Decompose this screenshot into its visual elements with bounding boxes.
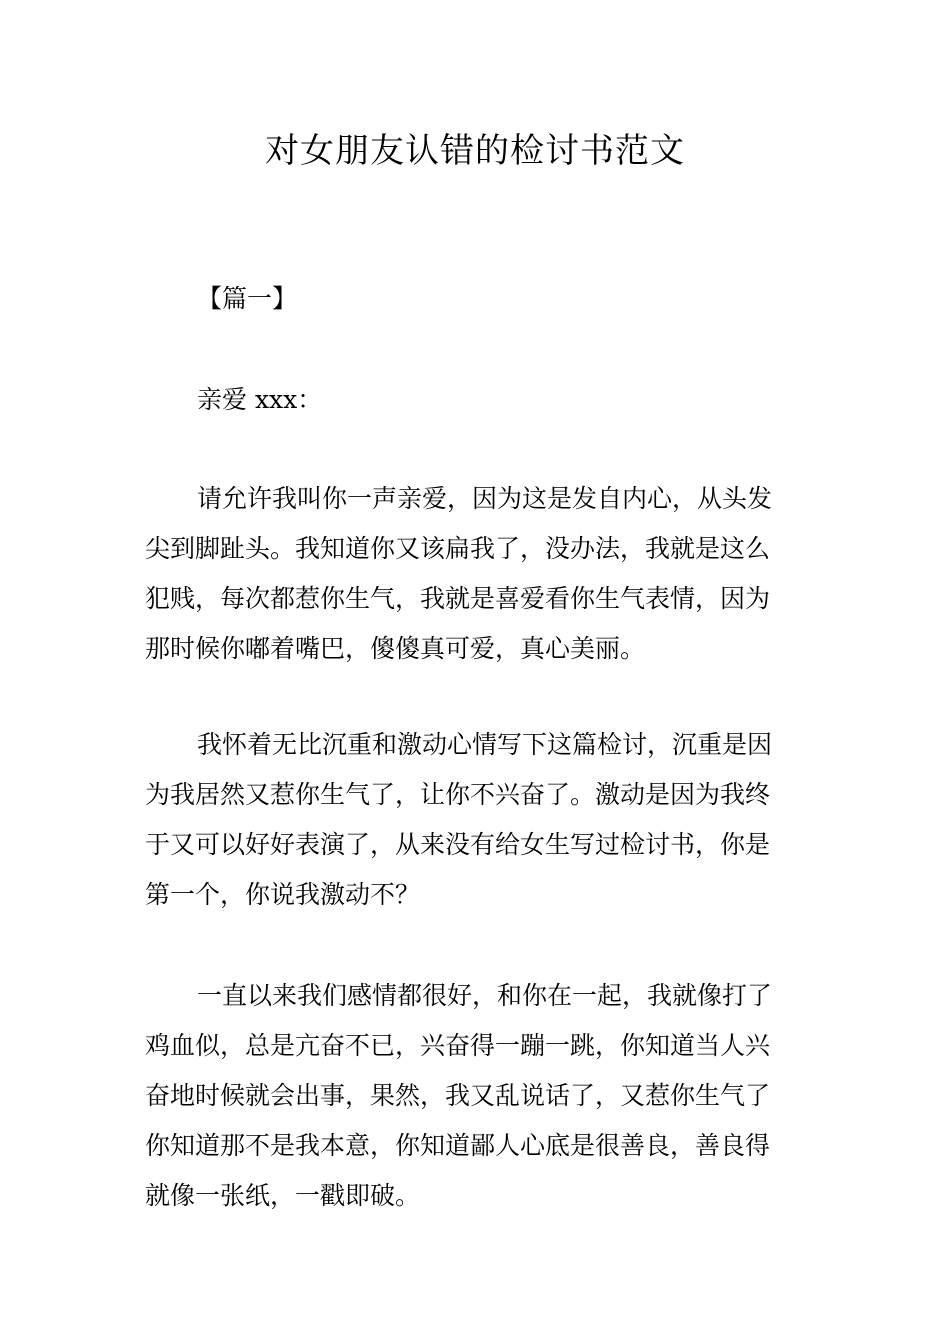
paragraph-3 — [145, 971, 805, 1221]
salutation: 亲爱 xxx： — [197, 385, 323, 414]
paragraph-line: 奋地时候就会出事，果然，我又乱说话了，又惹你生气了 — [145, 1081, 771, 1110]
paragraph-line: 尖到脚趾头。我知道你又该扁我了，没办法，我就是这么 — [145, 534, 771, 563]
section-heading: 【篇一】 — [197, 284, 298, 313]
paragraph-1 — [145, 474, 805, 674]
paragraph-line: 为我居然又惹你生气了，让你不兴奋了。激动是因为我终 — [145, 780, 771, 809]
paragraph-line: 于又可以好好表演了，从来没有给女生写过检讨书，你是 — [145, 830, 771, 859]
paragraph-line: 第一个，你说我激动不？ — [145, 880, 421, 909]
paragraph-2 — [145, 720, 805, 920]
paragraph-line: 犯贱，每次都惹你生气，我就是喜爱看你生气表情，因为 — [145, 584, 771, 613]
paragraph-line: 我怀着无比沉重和激动心情写下这篇检讨，沉重是因 — [197, 730, 773, 759]
paragraph-line: 一直以来我们感情都很好，和你在一起，我就像打了 — [197, 981, 773, 1010]
paragraph-line: 你知道那不是我本意，你知道鄙人心底是很善良，善良得 — [145, 1131, 771, 1160]
document-title: 对女朋友认错的检讨书范文 — [265, 131, 685, 171]
paragraph-line: 请允许我叫你一声亲爱，因为这是发自内心，从头发 — [197, 484, 773, 513]
paragraph-line: 鸡血似，总是亢奋不已，兴奋得一蹦一跳，你知道当人兴 — [145, 1031, 771, 1060]
paragraph-line: 就像一张纸，一戳即破。 — [145, 1181, 421, 1210]
paragraph-line: 那时候你嘟着嘴巴，傻傻真可爱，真心美丽。 — [145, 634, 646, 663]
